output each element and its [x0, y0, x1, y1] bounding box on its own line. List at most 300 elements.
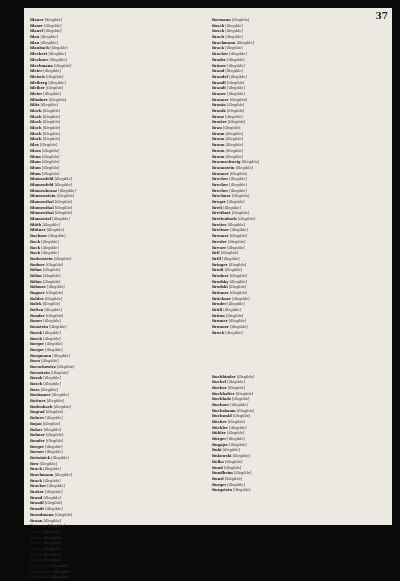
entry-name: Branik: [212, 109, 226, 113]
directory-entry: [212, 414, 388, 419]
entry-name: Brann: [30, 518, 43, 523]
directory-entry: [212, 194, 388, 199]
directory-entry: [30, 69, 206, 74]
directory-entry: [30, 103, 206, 108]
directory-entry: [30, 285, 206, 290]
entry-name: Blum: [30, 171, 41, 176]
entry-body: [illegible]: [46, 524, 66, 529]
directory-entry: [212, 477, 388, 482]
directory-entry: [212, 172, 388, 177]
directory-entry: [30, 52, 206, 57]
directory-entry: [212, 126, 388, 131]
entry-name: Blüth: [30, 222, 42, 227]
directory-entry: [30, 456, 206, 461]
entry-name: Bornstein: [30, 370, 50, 375]
entry-name: Bund: [212, 465, 223, 470]
entry-body: [illegible]: [224, 35, 243, 40]
entry-name: Bokov: [30, 427, 43, 432]
entry-body: [illegible]: [225, 200, 245, 204]
entry-name: Brach: [212, 35, 225, 40]
entry-body: [illegible]: [41, 109, 61, 113]
entry-name: Brünn: [212, 313, 225, 318]
entry-body: [illegible]: [236, 217, 256, 222]
entry-body: [illegible]: [231, 296, 250, 301]
entry-name: Branz: [212, 114, 224, 119]
directory-entry: [212, 24, 388, 29]
entry-name: Buchhalter: [212, 391, 235, 396]
entry-body: [illegible]: [57, 188, 76, 193]
entry-name: Bohrer: [30, 416, 45, 421]
entry-name: Brodski: [212, 285, 228, 290]
directory-entry: [212, 280, 388, 285]
entry-body: [illegible]: [44, 262, 64, 267]
entry-name: Buchwald: [212, 414, 232, 419]
directory-entry: [30, 302, 206, 307]
entry-name: Braner: [212, 91, 227, 96]
entry-name: Bock: [30, 251, 41, 256]
entry-name: Braun: [30, 535, 43, 540]
entry-body: [illegible]: [44, 433, 64, 438]
entry-body: [illegible]: [55, 194, 75, 199]
entry-body: [illegible]: [225, 431, 245, 436]
entry-name: Breit: [212, 205, 223, 210]
entry-body: [illegible]: [42, 541, 62, 546]
entry-body: [illegible]: [44, 507, 63, 512]
entry-body: [illegible]: [228, 182, 247, 187]
entry-name: Bresler: [212, 239, 227, 244]
entry-name: Brill: [212, 256, 222, 261]
entry-name: Braunstein: [212, 165, 235, 170]
entry-body: [illegible]: [235, 408, 255, 413]
directory-entry: [212, 257, 388, 262]
entry-name: Blauel: [30, 29, 43, 34]
entry-name: Borak: [30, 330, 43, 335]
directory-entry: [212, 109, 388, 114]
entry-name: Brumer: [212, 319, 228, 324]
entry-body: [illegible]: [42, 427, 61, 432]
directory-entry: [30, 331, 206, 336]
entry-name: Böhm: [30, 268, 42, 273]
directory-entry: [30, 342, 206, 347]
entry-name: Braun: [212, 148, 225, 153]
directory-entry: [30, 183, 206, 188]
entry-body: [illegible]: [41, 126, 61, 131]
entry-body: [illegible]: [47, 52, 66, 57]
entry-body: [illegible]: [228, 74, 247, 79]
directory-entry: [30, 143, 206, 148]
entry-name: Braun: [30, 541, 43, 546]
directory-entry: [212, 268, 388, 273]
directory-entry: [30, 325, 206, 330]
directory-entry: [30, 35, 206, 40]
entry-body: [illegible]: [228, 52, 247, 57]
entry-name: Blumenstein: [30, 194, 56, 199]
entry-name: Blum: [30, 160, 41, 165]
directory-entry: [30, 359, 206, 364]
entry-body: [illegible]: [226, 63, 245, 68]
directory-entry: [212, 234, 388, 239]
entry-name: Borger: [30, 347, 45, 352]
directory-entry: [212, 69, 388, 74]
right-column: [212, 18, 388, 494]
entry-body: [illegible]: [230, 194, 250, 199]
directory-entry: [30, 177, 206, 182]
entry-body: [illegible]: [226, 385, 246, 390]
directory-entry: [30, 422, 206, 427]
entry-name: Braunfeld: [30, 564, 51, 568]
entry-name: Bosak: [30, 376, 43, 381]
entry-name: Brau: [212, 126, 222, 131]
entry-body: [illegible]: [221, 448, 241, 453]
entry-body: [illegible]: [42, 319, 61, 324]
entry-body: [illegible]: [230, 397, 250, 402]
entry-body: [illegible]: [50, 564, 69, 568]
entry-body: [illegible]: [43, 308, 62, 313]
entry-name: Braun: [212, 154, 225, 159]
entry-body: [illegible]: [40, 245, 59, 250]
entry-body: [illegible]: [226, 222, 245, 227]
entry-body: [illegible]: [235, 374, 255, 379]
entry-name: Bücher: [212, 420, 227, 424]
entry-body: [illegible]: [42, 330, 61, 335]
directory-entry: [30, 109, 206, 114]
directory-entry: [212, 420, 388, 425]
entry-body: [illegible]: [228, 97, 248, 102]
directory-entry: [30, 206, 206, 211]
directory-entry: [212, 297, 388, 302]
directory-entry: [212, 302, 388, 307]
directory-entry: [212, 115, 388, 120]
entry-name: Blechert: [30, 52, 48, 57]
entry-body: [illegible]: [227, 319, 247, 324]
entry-name: Bodenbach: [30, 404, 53, 409]
directory-entry: [30, 365, 206, 370]
entry-body: [illegible]: [53, 200, 73, 204]
entry-name: Brand: [30, 495, 43, 500]
entry-body: [illegible]: [39, 103, 59, 108]
entry-body: [illegible]: [41, 302, 61, 307]
entry-body: [illegible]: [50, 575, 70, 580]
directory-entry: [30, 217, 206, 222]
directory-entry: [30, 399, 206, 404]
entry-name: Breitner: [212, 228, 230, 233]
entry-name: Brandl: [30, 501, 44, 506]
directory-entry: [30, 337, 206, 342]
directory-entry: [30, 575, 206, 580]
directory-entry: [212, 443, 388, 448]
directory-entry: [30, 120, 206, 125]
entry-name: Brack: [30, 478, 42, 483]
entry-body: [illegible]: [41, 222, 60, 227]
entry-name: Brand: [212, 69, 225, 74]
entry-body: [illegible]: [44, 347, 63, 352]
entry-name: Brader: [212, 57, 226, 62]
entry-body: [illegible]: [46, 285, 65, 290]
entry-name: Bloch: [30, 126, 42, 131]
directory-entry: [30, 115, 206, 120]
entry-name: Bochner: [30, 234, 48, 239]
entry-name: Boldes: [30, 296, 44, 301]
directory-entry: [212, 426, 388, 431]
directory-entry: [212, 41, 388, 46]
directory-entry: [30, 291, 206, 296]
entry-name: Boshamer: [30, 393, 51, 398]
entry-body: [illegible]: [44, 450, 63, 455]
entry-name: Bleisch: [30, 74, 45, 79]
directory-entry: [30, 98, 206, 103]
entry-name: Bock: [30, 239, 41, 244]
entry-name: Bolten: [30, 308, 44, 313]
directory-entry: [212, 86, 388, 91]
entry-body: [illegible]: [219, 251, 239, 256]
entry-name: Bleier: [30, 91, 43, 96]
entry-name: Blechner: [30, 57, 49, 62]
entry-name: Blumenfeld: [30, 182, 54, 187]
entry-body: [illegible]: [226, 239, 246, 244]
entry-name: Borger: [30, 342, 45, 347]
entry-name: Braun: [30, 529, 43, 534]
directory-entry: [30, 200, 206, 205]
entry-body: [illegible]: [41, 421, 61, 426]
entry-body: [illegible]: [228, 234, 248, 239]
entry-name: Bleier: [30, 69, 43, 74]
entry-body: [illegible]: [41, 268, 61, 273]
entry-body: [illegible]: [228, 279, 248, 284]
entry-name: Brunner: [212, 325, 229, 330]
directory-entry: [30, 228, 206, 233]
entry-body: [illegible]: [43, 18, 63, 22]
directory-entry: [30, 268, 206, 273]
entry-name: Blum: [30, 165, 41, 170]
directory-entry: [212, 149, 388, 154]
entry-name: Boruchowicz: [30, 364, 56, 369]
directory-entry: [212, 206, 388, 211]
directory-entry: [212, 35, 388, 40]
directory-entry: [212, 466, 388, 471]
entry-body: [illegible]: [223, 114, 243, 119]
directory-entry: [212, 81, 388, 86]
entry-name: Brach: [30, 467, 43, 472]
entry-name: Bloss: [30, 148, 41, 153]
entry-body: [illegible]: [42, 529, 62, 534]
entry-name: Brachmann: [212, 40, 236, 45]
entry-name: Blumental: [30, 217, 52, 222]
entry-body: [illegible]: [41, 279, 61, 284]
directory-entry: [212, 64, 388, 69]
entry-name: Brückner: [212, 296, 232, 301]
directory-entry: [212, 397, 388, 402]
entry-body: [illegible]: [47, 97, 67, 102]
directory-entry: [30, 519, 206, 524]
entry-body: [illegible]: [43, 296, 63, 301]
entry-body: [illegible]: [40, 251, 59, 256]
entry-body: [illegible]: [222, 465, 242, 470]
entry-name: Bormann: [212, 18, 231, 22]
directory-entry: [30, 240, 206, 245]
entry-name: Brandt: [30, 507, 45, 512]
entry-name: Buchsbaum: [212, 408, 236, 413]
entry-name: Blechmann: [30, 63, 53, 68]
directory-entry: [212, 291, 388, 296]
directory-entry: [212, 52, 388, 57]
directory-entry: [212, 75, 388, 80]
directory-entry: [212, 223, 388, 228]
entry-name: Brandel: [212, 74, 229, 79]
entry-name: Bräuer: [212, 63, 227, 68]
entry-body: [illegible]: [44, 74, 64, 79]
entry-name: Brandmann: [30, 512, 54, 517]
entry-body: [illegible]: [43, 490, 63, 495]
entry-body: [illegible]: [40, 171, 60, 176]
entry-name: Böhmer: [30, 285, 47, 290]
entry-body: [illegible]: [41, 137, 61, 142]
entry-body: [illegible]: [42, 535, 62, 540]
entry-body: [illegible]: [224, 330, 243, 335]
directory-entry: [212, 29, 388, 34]
entry-name: Burger: [212, 482, 227, 487]
entry-body: [illegible]: [50, 455, 69, 460]
entry-name: Bracker: [30, 484, 47, 489]
entry-body: [illegible]: [41, 114, 61, 119]
directory-entry: [212, 386, 388, 391]
entry-body: [illegible]: [53, 211, 73, 216]
entry-name: Bucher: [212, 385, 227, 390]
directory-entry: [212, 98, 388, 103]
directory-entry: [212, 437, 388, 442]
entry-name: Bottner: [30, 399, 46, 404]
entry-name: Bodenstein: [30, 256, 53, 261]
directory-entry: [30, 433, 206, 438]
directory-entry: [212, 155, 388, 160]
entry-body: [illegible]: [40, 160, 60, 165]
entry-body: [illegible]: [224, 131, 244, 136]
entry-name: Breuer: [212, 245, 227, 250]
directory-entry: [212, 189, 388, 194]
directory-entry: [30, 507, 206, 512]
entry-name: Brandl: [212, 80, 226, 85]
directory-entry: [212, 448, 388, 453]
entry-name: Bosch: [212, 29, 225, 34]
entry-body: [illegible]: [42, 546, 62, 551]
entry-body: [illegible]: [40, 154, 60, 159]
entry-body: [illegible]: [39, 35, 58, 40]
directory-entry: [30, 172, 206, 177]
entry-body: [illegible]: [39, 387, 59, 392]
entry-name: Blumenthal: [30, 200, 54, 204]
entry-body: [illegible]: [224, 137, 244, 142]
entry-name: Bonder: [30, 313, 45, 318]
directory-entry: [30, 388, 206, 393]
directory-entry: [30, 274, 206, 279]
entry-name: Brodsky: [212, 279, 229, 284]
entry-body: [illegible]: [228, 188, 247, 193]
directory-entry: [30, 297, 206, 302]
entry-name: Brachmann: [30, 473, 54, 477]
directory-entry: [30, 376, 206, 381]
entry-body: [illegible]: [42, 376, 61, 381]
entry-body: [illegible]: [225, 57, 245, 62]
directory-entry: [212, 308, 388, 313]
directory-entry: [212, 488, 388, 493]
entry-name: Bodner: [30, 262, 45, 267]
entry-name: Bringer: [212, 262, 228, 267]
directory-entry: [30, 194, 206, 199]
directory-entry: [212, 251, 388, 256]
entry-name: Bruder: [212, 302, 227, 307]
directory-entry: [212, 183, 388, 188]
entry-body: [illegible]: [226, 420, 246, 424]
entry-name: Braun: [30, 546, 43, 551]
directory-entry: [30, 564, 206, 569]
entry-body: [illegible]: [42, 382, 61, 386]
entry-body: [illegible]: [42, 495, 61, 500]
directory-entry: [30, 354, 206, 359]
entry-name: Braker: [30, 490, 44, 495]
directory-entry: [30, 18, 206, 23]
directory-entry: [30, 558, 206, 563]
directory-entry: [212, 18, 388, 23]
directory-entry: [30, 92, 206, 97]
directory-page: [24, 8, 392, 580]
entry-body: [illegible]: [222, 308, 241, 313]
entry-name: Bosch: [212, 23, 225, 28]
entry-name: Bulka: [212, 459, 224, 464]
entry-name: Brenner: [212, 234, 229, 239]
entry-name: Blau: [30, 40, 40, 45]
entry-name: Bock: [30, 245, 41, 250]
directory-entry: [30, 263, 206, 268]
entry-body: [illegible]: [55, 364, 75, 369]
entry-body: [illegible]: [51, 353, 70, 358]
directory-entry: [30, 319, 206, 324]
directory-entry: [30, 308, 206, 313]
directory-entry: [30, 410, 206, 415]
entry-body: [illegible]: [231, 414, 251, 419]
directory-entry: [30, 513, 206, 518]
directory-entry: [30, 445, 206, 450]
directory-entry: [212, 217, 388, 222]
entry-body: [illegible]: [226, 120, 246, 125]
directory-entry: [30, 479, 206, 484]
directory-entry: [212, 380, 388, 385]
directory-entry: [212, 211, 388, 216]
entry-body: [illegible]: [42, 552, 62, 557]
entry-body: [illegible]: [53, 512, 73, 517]
entry-body: [illegible]: [43, 501, 63, 506]
entry-name: Blumenfeld: [30, 177, 54, 182]
directory-entry: [30, 41, 206, 46]
entry-name: Bosch: [30, 382, 43, 386]
entry-body: [illegible]: [227, 442, 247, 447]
entry-body: [illegible]: [229, 228, 248, 233]
entry-name: Böhm: [30, 273, 42, 278]
entry-body: [illegible]: [47, 234, 66, 239]
entry-name: Branner: [212, 97, 229, 102]
entry-name: Borgmann: [30, 353, 52, 358]
entry-name: Brack: [212, 46, 224, 51]
directory-entry: [212, 319, 388, 324]
entry-name: Brodt: [212, 268, 224, 273]
left-column: [30, 18, 206, 581]
entry-name: Brecher: [212, 177, 229, 182]
entry-name: Braunstein: [30, 569, 53, 574]
entry-body: [illegible]: [39, 40, 58, 45]
entry-name: Bühler: [212, 431, 226, 436]
entry-body: [illegible]: [41, 478, 61, 483]
section-gap: [212, 337, 388, 375]
entry-body: [illegible]: [44, 416, 63, 421]
directory-entry: [212, 409, 388, 414]
